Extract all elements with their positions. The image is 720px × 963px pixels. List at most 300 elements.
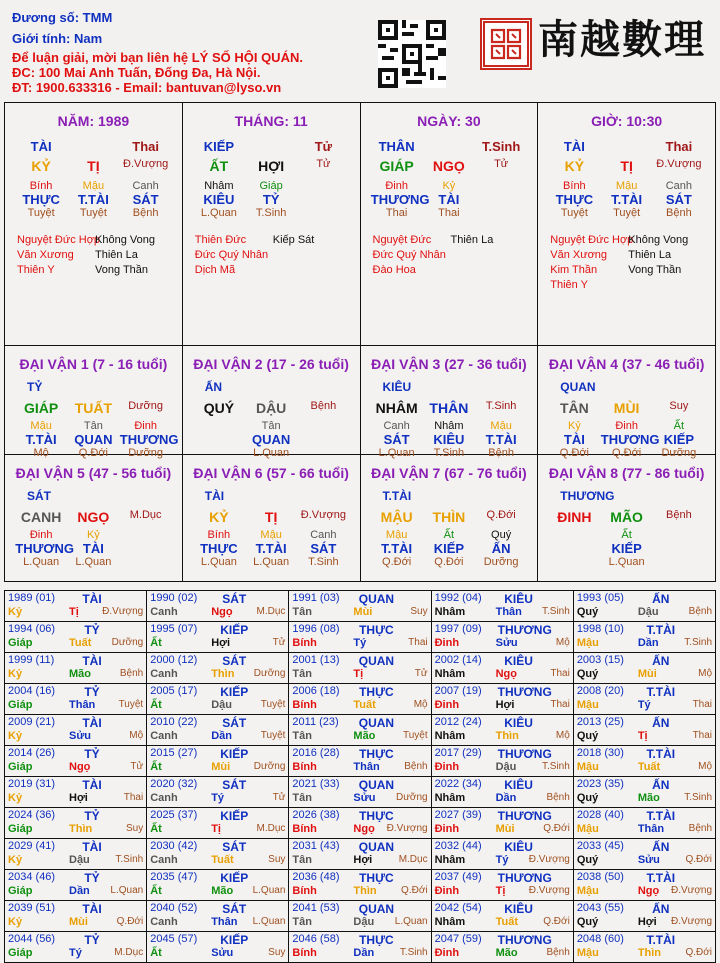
annual-table — [4, 590, 716, 963]
year-cell — [574, 932, 715, 962]
year-star: KIẾP — [220, 623, 249, 637]
year-label: 2030 (42) — [150, 840, 198, 852]
dai-van-s-row — [361, 432, 538, 447]
year-cell — [574, 777, 715, 807]
pillar-s-row — [183, 192, 360, 207]
year-cell — [289, 684, 431, 714]
year-star: KIÊU — [504, 592, 533, 606]
year-cell — [147, 870, 289, 900]
pillar-top: Tử — [314, 139, 333, 154]
year-can: Ất — [150, 823, 162, 835]
star-line — [550, 233, 715, 248]
year-label: 2041 (53) — [292, 902, 340, 914]
star-name: Đức Quý Nhân — [372, 249, 446, 261]
dai-van-h — [120, 529, 172, 541]
year-star: T.TÀI — [646, 685, 676, 699]
dai-van-t: Q.Đới — [382, 556, 412, 568]
dai-van-s: ẤN — [491, 541, 511, 556]
year-state: Thai — [692, 730, 713, 741]
dai-van-h-row — [183, 529, 360, 541]
year-star: THỰC — [359, 685, 394, 699]
year-star: SÁT — [222, 778, 247, 792]
year-chi: Dậu — [495, 761, 517, 773]
pillar-t-row — [5, 207, 182, 219]
year-label: 2018 (30) — [576, 747, 624, 759]
dai-van-h — [653, 529, 705, 541]
year-label: 2017 (29) — [434, 747, 482, 759]
pillar-h: Mậu — [615, 180, 638, 192]
pillar-mid: Tử — [494, 158, 509, 170]
year-star: QUAN — [358, 592, 395, 606]
pillar-mid-row — [183, 158, 360, 174]
year-chi: Tý — [353, 637, 367, 649]
dai-van-mid: Đ.Vượng — [300, 509, 346, 521]
star-name: Không Vong — [95, 234, 155, 246]
dai-van-s: T.TÀI — [25, 432, 57, 447]
dai-van-s: THƯƠNG — [600, 432, 660, 447]
dai-van-h: Ất — [443, 529, 455, 541]
dai-van-t: T.Sinh — [308, 556, 339, 568]
year-label: 1996 (08) — [292, 623, 340, 635]
dai-van-h-row — [538, 529, 715, 541]
dai-van-mid: T.Sinh — [485, 400, 517, 412]
year-can: Mậu — [576, 699, 599, 711]
year-state: Đ.Vượng — [102, 606, 144, 617]
phone-email-line[interactable]: ĐT: 1900.633316 - Email: bantuvan@lyso.vn — [12, 80, 282, 95]
star-name: Văn Xương — [550, 249, 608, 261]
year-can: Canh — [150, 730, 178, 742]
year-can: Quý — [576, 730, 599, 742]
ma-so-value: TMM — [82, 10, 113, 25]
year-can: Quý — [576, 606, 599, 618]
year-label: 2008 (20) — [576, 685, 624, 697]
dai-van-h: Bính — [207, 529, 231, 541]
dai-van-t-row — [183, 556, 360, 568]
pillar-top — [68, 139, 120, 154]
year-star: THỰC — [359, 809, 394, 823]
star-line — [550, 263, 715, 278]
year-can: Bính — [292, 885, 317, 897]
pillar-h-row — [5, 180, 182, 192]
year-can: Đinh — [434, 947, 460, 959]
pillar-h: Kỷ — [442, 180, 456, 192]
dai-van-mid: Dưỡng — [128, 400, 163, 412]
year-state: Bệnh — [119, 668, 144, 679]
year-star: T.TÀI — [646, 623, 676, 637]
year-cell — [147, 808, 289, 838]
pillar-mid-row — [361, 158, 538, 174]
dai-van-mid: KỶ — [209, 509, 229, 525]
year-chi: Mùi — [495, 823, 515, 835]
year-star: T.TÀI — [646, 871, 676, 885]
dai-van-cell — [183, 346, 361, 459]
pillar-t: Thai — [438, 207, 460, 219]
dai-van-s-row — [361, 541, 538, 556]
year-can: Tân — [292, 730, 312, 742]
year-state: T.Sinh — [115, 854, 144, 865]
year-chi: Thìn — [211, 668, 235, 680]
year-star: THƯƠNG — [497, 809, 552, 823]
year-label: 2021 (33) — [292, 778, 340, 790]
year-star: THƯƠNG — [497, 933, 552, 947]
year-row — [5, 807, 715, 838]
year-row — [5, 652, 715, 683]
year-state: T.Sinh — [684, 637, 713, 648]
dai-van-h: Canh — [383, 420, 410, 432]
dai-van-s: TÀI — [563, 432, 585, 447]
pillar-mid: Tử — [316, 158, 331, 170]
pillar-top: T.Sinh — [481, 139, 521, 154]
pillar-top — [423, 139, 475, 154]
year-state: M.Dục — [256, 606, 286, 617]
year-cell — [289, 839, 431, 869]
year-cell — [5, 808, 147, 838]
pillar-h: Bính — [563, 180, 586, 192]
dai-van-top: THƯƠNG — [560, 489, 615, 503]
pillar-h: Canh — [132, 180, 159, 192]
pillar-h: Canh — [665, 180, 693, 192]
year-cell — [147, 932, 289, 962]
pillar-mid: Đ.Vượng — [656, 158, 702, 170]
year-can: Canh — [150, 916, 178, 928]
year-label: 2010 (22) — [150, 716, 198, 728]
star-name: Thiên La — [95, 249, 138, 261]
year-can: Mậu — [576, 823, 599, 835]
year-star: ẤN — [652, 654, 670, 668]
year-star: TÀI — [82, 654, 102, 668]
year-star: TÀI — [82, 840, 102, 854]
pillar-s-row — [361, 192, 538, 207]
year-star: ẤN — [652, 716, 670, 730]
year-can: Bính — [292, 761, 317, 773]
pillar-s: SÁT — [665, 192, 692, 207]
year-cell — [289, 653, 431, 683]
year-chi: Dậu — [353, 916, 375, 928]
dai-van-t: Q.Đới — [78, 447, 108, 459]
year-label: 1992 (04) — [434, 592, 482, 604]
year-state: T.Sinh — [542, 606, 570, 617]
dai-van-s — [298, 432, 350, 447]
pillar-mid-row — [538, 158, 715, 174]
year-state: Thai — [408, 637, 428, 648]
pillar-t: Bệnh — [666, 207, 692, 219]
dai-van-h: Đinh — [134, 420, 157, 432]
pillar-h: Bính — [29, 180, 53, 192]
dai-van-h-row — [5, 529, 182, 541]
pillar-mid: TỊ — [620, 158, 633, 174]
dai-van-mid-row — [538, 509, 715, 525]
year-label: 2043 (55) — [576, 902, 624, 914]
year-chi: Tuất — [69, 637, 92, 649]
year-label: 2003 (15) — [576, 654, 624, 666]
year-cell — [574, 901, 715, 931]
year-cell — [147, 591, 289, 621]
year-chi: Mùi — [637, 668, 657, 680]
year-chi: Mão — [211, 885, 234, 897]
dai-van-mid-row — [5, 400, 182, 416]
year-label: 2019 (31) — [8, 778, 56, 790]
pillar-top: THÂN — [378, 139, 415, 154]
year-state: Thai — [123, 792, 144, 803]
year-can: Quý — [576, 916, 599, 928]
pillar-s: T.TÀI — [77, 192, 109, 207]
year-can: Kỷ — [8, 916, 23, 928]
year-cell — [147, 684, 289, 714]
year-state: Q.Đới — [685, 854, 713, 865]
year-label: 2034 (46) — [8, 871, 56, 883]
star-line — [17, 248, 182, 263]
dai-van-s: QUAN — [251, 432, 291, 447]
pillar-top: Thai — [665, 139, 693, 154]
year-star: TÀI — [82, 592, 102, 606]
year-state: Q.Đới — [543, 916, 570, 927]
year-star: TÀI — [82, 778, 102, 792]
star-name: Thiên Đức — [194, 234, 247, 246]
year-star: KIẾP — [220, 747, 249, 761]
dai-van-mid-row — [183, 400, 360, 416]
pillar-mid: KỶ — [31, 158, 51, 174]
dai-van-h-row — [5, 420, 182, 432]
pillars-grid — [4, 102, 716, 582]
year-chi: Ngọ — [495, 668, 517, 680]
year-state: L.Quan — [110, 885, 144, 896]
pillar-mid: KỶ — [564, 158, 585, 174]
dai-van-s — [193, 432, 245, 447]
year-label: 1993 (05) — [576, 592, 624, 604]
year-star: QUAN — [358, 902, 395, 916]
year-chi: Sửu — [637, 854, 660, 866]
year-can: Nhâm — [434, 668, 466, 680]
year-chi: Tị — [353, 668, 364, 680]
star-name: Đức Quý Nhân — [194, 249, 269, 261]
year-can: Mậu — [576, 761, 599, 773]
year-star: TÀI — [82, 716, 102, 730]
dai-van-t: L.Quan — [253, 556, 290, 568]
dai-van-t: L.Quan — [75, 556, 112, 568]
star-name: Thiên Y — [17, 264, 55, 276]
year-label: 1989 (01) — [8, 592, 56, 604]
year-star: QUAN — [358, 840, 395, 854]
pillar-s — [475, 192, 527, 207]
star-name: Nguyệt Đức Hợp — [17, 234, 101, 246]
year-label: 2044 (56) — [8, 933, 56, 945]
qr-code-icon[interactable] — [378, 20, 446, 88]
dai-van-h: Quý — [491, 529, 512, 541]
pillar-t: Tuyệt — [613, 207, 641, 219]
year-cell — [289, 746, 431, 776]
year-chi: Tý — [211, 792, 225, 804]
dai-van-mid-row — [361, 509, 538, 525]
year-star: ẤN — [652, 840, 670, 854]
dai-van-top: ẤN — [204, 380, 223, 394]
year-star: KIẾP — [220, 933, 249, 947]
year-can: Nhâm — [434, 854, 466, 866]
year-state: Dưỡng — [253, 668, 286, 679]
dai-van-h: Tân — [261, 420, 281, 432]
year-state: Thai — [550, 668, 570, 679]
year-chi: Dậu — [637, 606, 659, 618]
year-label: 2048 (60) — [576, 933, 624, 945]
year-can: Ất — [150, 885, 162, 897]
dai-van-cell — [183, 455, 361, 581]
star-line — [17, 263, 182, 278]
dai-van-top: T.TÀI — [382, 489, 412, 503]
year-can: Ất — [150, 947, 162, 959]
star-name: Kim Thần — [550, 264, 598, 276]
pillar-t: Tuyệt — [27, 207, 55, 219]
year-chi: Sửu — [353, 792, 376, 804]
year-can: Canh — [150, 668, 178, 680]
ma-so-label: Đương số: — [12, 10, 80, 25]
year-label: 2033 (45) — [576, 840, 624, 852]
pillar-top — [601, 139, 653, 154]
star-name: Vong Thần — [628, 264, 682, 276]
dai-van-s — [549, 541, 601, 556]
year-cell — [432, 932, 574, 962]
year-label: 2023 (35) — [576, 778, 624, 790]
dai-van-s: KIÊU — [433, 432, 465, 447]
dai-van-mid: MÙI — [613, 400, 640, 416]
year-state: Mộ — [555, 637, 570, 648]
year-label: 2002 (14) — [434, 654, 482, 666]
year-state: L.Quan — [394, 916, 428, 927]
star-name: Dịch Mã — [194, 264, 236, 276]
year-chi: Tị — [495, 885, 506, 897]
year-state: Dưỡng — [111, 637, 144, 648]
pillar-s: SÁT — [132, 192, 159, 207]
year-can: Ất — [150, 637, 162, 649]
year-cell — [147, 746, 289, 776]
year-can: Quý — [576, 668, 599, 680]
dai-van-mid: THÌN — [432, 509, 466, 525]
year-cell — [574, 839, 715, 869]
dai-van-h: Nhâm — [434, 420, 464, 432]
dai-van-mid-row — [538, 400, 715, 416]
dai-van-h: Kỷ — [567, 420, 581, 432]
year-state: M.Dục — [256, 823, 286, 834]
year-can: Nhâm — [434, 606, 466, 618]
dai-van-mid-row — [361, 400, 538, 416]
year-chi: Hợi — [637, 916, 657, 928]
year-state: Suy — [410, 606, 428, 617]
pillar-s: THƯƠNG — [370, 192, 430, 207]
year-star: TỶ — [84, 623, 100, 637]
pillar-top: TÀI — [30, 139, 52, 154]
dai-van-t: T.Sinh — [433, 447, 465, 459]
pillar-stars — [5, 233, 182, 278]
year-chi: Tị — [637, 730, 648, 742]
year-cell — [432, 777, 574, 807]
year-cell — [5, 622, 147, 652]
star-name: Không Vong — [628, 234, 689, 246]
year-can: Nhâm — [434, 730, 466, 742]
dai-van-t: L.Quan — [200, 556, 237, 568]
pillar-h — [298, 180, 350, 192]
year-can: Canh — [150, 792, 178, 804]
year-chi: Thìn — [353, 885, 377, 897]
dai-van-h: Mậu — [490, 420, 512, 432]
year-state: Mộ — [698, 761, 713, 772]
year-state: Bệnh — [688, 606, 713, 617]
year-can: Giáp — [8, 885, 33, 897]
year-cell — [574, 622, 715, 652]
year-label: 1991 (03) — [292, 592, 340, 604]
dai-van-h: Mậu — [385, 529, 408, 541]
dai-van-s: THƯƠNG — [119, 432, 179, 447]
year-star: TỶ — [84, 809, 100, 823]
year-state: Đ.Vượng — [670, 885, 713, 896]
pillar-cell — [538, 103, 715, 345]
year-label: 2046 (58) — [292, 933, 340, 945]
year-cell — [432, 653, 574, 683]
dai-van-row-2 — [5, 454, 715, 581]
dai-van-s: SÁT — [310, 541, 337, 556]
dai-van-t-row — [5, 556, 182, 568]
year-chi: Tuất — [353, 699, 376, 711]
pillar-stars — [183, 233, 360, 278]
dai-van-top: KIÊU — [382, 380, 412, 394]
pillar-t — [298, 207, 350, 219]
pillar-mid-row — [5, 158, 182, 174]
year-cell — [147, 622, 289, 652]
dai-van-t: Dưỡng — [128, 447, 163, 459]
dai-van-top: QUAN — [560, 380, 596, 394]
pillar-s-row — [538, 192, 715, 207]
year-label: 2038 (50) — [576, 871, 624, 883]
year-star: SÁT — [222, 902, 247, 916]
dai-van-h: Đinh — [29, 529, 53, 541]
year-cell — [5, 653, 147, 683]
dai-van-title: ĐẠI VẬN 8 (77 - 86 tuổi) — [548, 465, 705, 481]
dai-van-s: KIẾP — [433, 541, 465, 556]
year-label: 2005 (17) — [150, 685, 198, 697]
dai-van-s: T.TÀI — [485, 432, 517, 447]
dai-van-t: Dưỡng — [483, 556, 519, 568]
year-state: Q.Đới — [543, 823, 570, 834]
year-state: Suy — [268, 947, 286, 958]
year-label: 2014 (26) — [8, 747, 56, 759]
year-can: Nhâm — [434, 792, 466, 804]
dai-van-top: TỶ — [27, 380, 43, 394]
year-label: 1990 (02) — [150, 592, 198, 604]
pillar-s: TỶ — [262, 192, 280, 207]
dai-van-mid-row — [183, 509, 360, 525]
year-chi: Ngọ — [637, 885, 660, 897]
year-cell — [289, 591, 431, 621]
year-chi: Tị — [211, 823, 221, 835]
pillar-t-row — [361, 207, 538, 219]
year-chi: Thìn — [495, 730, 519, 742]
year-can: Đinh — [434, 761, 460, 773]
dai-van-mid: MẬU — [380, 509, 413, 525]
year-can: Kỷ — [8, 606, 23, 618]
year-star: KIẾP — [220, 809, 249, 823]
dai-van-h: Kỷ — [86, 529, 100, 541]
dai-van-t — [549, 556, 601, 568]
year-state: T.Sinh — [542, 761, 570, 772]
year-label: 2042 (54) — [434, 902, 482, 914]
dai-van-h-row — [361, 420, 538, 432]
dai-van-mid: M.Dục — [129, 509, 162, 521]
dai-van-mid: MÃO — [610, 509, 643, 525]
year-can: Đinh — [434, 637, 460, 649]
pillar-s: KIÊU — [203, 192, 235, 207]
dai-van-t — [653, 556, 705, 568]
dai-van-t — [120, 556, 172, 568]
star-line — [195, 248, 360, 263]
pillar-title: GIỜ: 10:30 — [591, 113, 663, 129]
dai-van-s-row — [5, 541, 182, 556]
